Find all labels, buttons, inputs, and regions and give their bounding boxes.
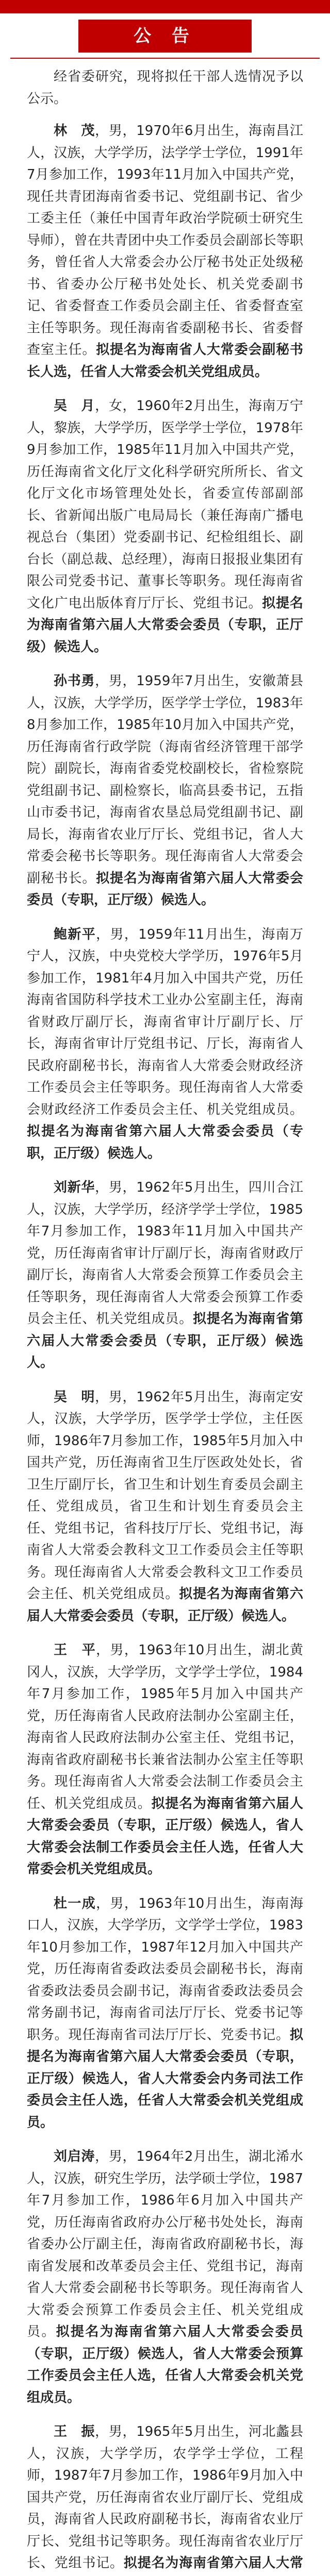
candidate-paragraph bbox=[27, 1639, 303, 1880]
candidate-name: 杜一成 bbox=[54, 1895, 96, 1911]
title-row bbox=[0, 13, 330, 61]
candidate-paragraph bbox=[27, 1386, 303, 1628]
candidate-name: 王 平 bbox=[54, 1642, 96, 1658]
candidate-name: 吴 明 bbox=[54, 1389, 95, 1405]
candidate-bio: ，男，1964年2月出生，湖北浠水人，汉族，研究生学历，法学硕士学位，1987年7月参加工作，1986年6月加入中国共产党，历任海南省政府办公厅秘书处处长，海南省委办公厅副主任，海南省政府副秘书长，海南省发展和改革委员会主任、党组书记，海南省人大常委会副秘书长等职务。现任海南省人大常委会预算工作委员会主任、机关党组成员。 bbox=[27, 2149, 303, 2340]
candidate-recommendation: 拟提名为海南省第六届人大常委会委员（专职，正厅级）候选人。 bbox=[27, 1586, 303, 1624]
candidate-bio: ，男，1963年10月出生，海南海口人，汉族，大学学历，文学学士学位，1983年10月参加工作，1987年12月加入中国共产党，历任海南省委政法委员会副秘书长，海南省委政法委员会副书记，海南省委政法委员会常务副书记，海南省司法厅厅长、党委书记等职务。现任海南省司法厅厅长、党委书记。 bbox=[27, 1895, 303, 2043]
candidate-paragraph bbox=[27, 120, 303, 383]
candidate-recommendation: 拟提名为海南省第六届人大常 bbox=[123, 2555, 303, 2571]
candidate-bio: ，男，1965年5月出生，河北蠡县人，汉族，大学学历，农学学士学位，工程师，1987年7月参加工作，1986年9月加入中国共产党，历任海南省农业厅副厅长、党组成员，海南省人民政府副秘书长，海南省农业厅厅长、党组书记等职务。现任海南省农业厅厅长、党组书记。 bbox=[27, 2424, 303, 2571]
candidate-bio: ，男，1963年10月出生，湖北黄冈人，汉族，大学学历，文学学士学位，1984年7月参加工作，1985年5月加入中国共产党，历任海南省人民政府法制办公室副主任，海南省人民政府法制办公室主任、党组书记，海南省政府副秘书长兼省法制办公室主任等职务。现任海南省人大常委会法制工作委员会主任、机关党组成员。 bbox=[27, 1642, 303, 1811]
candidate-name: 吴 月 bbox=[54, 398, 95, 414]
candidate-name: 林 茂 bbox=[54, 123, 95, 139]
candidate-recommendation: 拟提名为海南省第六届人大常委会委员（专职，正厅级）候选人。 bbox=[27, 1311, 303, 1370]
candidate-bio: ，男，1962年5月出生，海南定安人，汉族，大学学历，医学学士学位，主任医师，1986年7月参加工作，1985年5月加入中国共产党，历任海南省卫生厅医政处处长，省卫生厅副厅长，省卫生和计划生育委员会副主任、党组成员，省卫生和计划生育委员会主任、党组书记，省科技厅厅长、党组书记，海南省人大常委会教科文卫工作委员会主任等职务。现任海南省人大常委会教科文卫工作委员会主任、机关党组成员。 bbox=[27, 1389, 303, 1602]
candidate-name: 孙书勇 bbox=[54, 673, 95, 689]
candidate-paragraph bbox=[27, 1893, 303, 2134]
top-red-bar bbox=[0, 0, 330, 13]
candidate-paragraph bbox=[27, 670, 303, 911]
candidate-paragraph bbox=[27, 924, 303, 1165]
candidate-name: 鲍新平 bbox=[54, 926, 96, 942]
candidate-recommendation: 拟提名为海南省第六届人大常委会委员（专职，正厅级）候选人。 bbox=[27, 595, 303, 655]
candidate-recommendation: 拟提名为海南省第六届人大常委会委员（专职，正厅级）候选人，省人大常委会内务司法工作委员会主任人选，任省人大常委会机关党组成员。 bbox=[27, 2027, 303, 2130]
candidate-bio: ，男，1970年6月出生，海南昌江人，汉族，大学学历，法学学士学位，1991年7月参加工作，1993年11月加入中国共产党，现任共青团海南省委书记、党组副书记、省少工委主任（兼任中国青年政治学院硕士研究生导师），曾在共青团中央工作委员会副部长等职务，曾任省人大常委会办公厅秘书处正处级秘书、省委办公厅秘书处处长、机关党委副书记、省委督查工作委员会副主任、省委督查室主任等职务。现任海南省委副秘书长、省委督查室主任。 bbox=[27, 123, 303, 358]
candidate-paragraph bbox=[27, 2421, 303, 2576]
candidate-paragraph bbox=[27, 395, 303, 658]
notice-title: 公 告 bbox=[78, 20, 252, 53]
intro-paragraph: 经省委研究，现将拟任干部人选情况予以公示。 bbox=[27, 69, 303, 107]
candidate-paragraph bbox=[27, 2146, 303, 2409]
candidate-recommendation: 拟提名为海南省第六届人大常委会委员（专职，正厅级）候选人，省人大常委会法制工作委员会主任人选，任省人大常委会机关党组成员。 bbox=[27, 1795, 303, 1877]
candidate-paragraph bbox=[27, 1177, 303, 1374]
candidate-bio: ，男，1962年5月出生，四川合江人，汉族，大学学历，经济学学士学位，1985年7月参加工作，1983年11月加入中国共产党，历任海南省审计厅副厅长，海南省财政厅副厅长，海南省人大常委会预算工作委员会主任等职务，现任海南省人大常委会预算工作委员会主任、机关党组成员。 bbox=[27, 1180, 303, 1327]
candidate-recommendation: 拟提名为海南省人大常委会副秘书长人选，任省人大常委会机关党组成员。 bbox=[27, 342, 303, 380]
candidate-name: 刘新华 bbox=[54, 1180, 95, 1195]
candidate-list bbox=[27, 120, 303, 2576]
title-divider bbox=[10, 58, 320, 59]
candidate-recommendation: 拟提名为海南省第六届人大常委会委员（专职，正厅级）候选人。 bbox=[27, 1124, 303, 1161]
candidate-recommendation: 拟提名为海南省第六届人大常委会委员（专职，正厅级）候选人，省人大常委会预算工作委员会主任人选，任省人大常委会机关党组成员。 bbox=[27, 2324, 303, 2405]
candidate-recommendation: 拟提名为海南省第六届人大常委会委员（专职，正厅级）候选人。 bbox=[27, 870, 303, 908]
candidate-bio: ，男，1959年7月出生，安徽萧县人，汉族，大学学历，医学学士学位，1983年8月参加工作，1985年10月加入中国共产党，历任海南省行政学院（海南省经济管理干部学院）副院长，海南省委党校副校长，省检察院党组副书记、副检察长，临高县委书记，五指山市委书记，海南省农垦总局党组副书记、副局长，海南省农业厅厅长、党组书记，省人大常委会秘书长等职务。现任海南省人大常委会副秘书长。 bbox=[27, 673, 303, 886]
notice-body bbox=[0, 61, 330, 2576]
candidate-name: 王 振 bbox=[54, 2424, 95, 2439]
candidate-name: 刘启涛 bbox=[54, 2149, 95, 2164]
candidate-bio: ，男，1959年11月出生，海南万宁人，汉族，中央党校大学学历，1976年5月参加工作，1981年4月加入中国共产党，历任海南省国防科学技术工业办公室副主任，海南省财政厅副厅长，海南省审计厅副厅长、厅长，海南省审计厅党组书记、厅长，海南省人民政府副秘书长，海南省人大常委会财政经济工作委员会主任等职务。现任海南省人大常委会财政经济工作委员会主任、机关党组成员。 bbox=[27, 926, 303, 1117]
candidate-bio: ，女，1960年2月出生，海南万宁人，黎族，大学学历，医学学士学位，1978年9月参加工作，1985年11月加入中国共产党，历任海南省文化厅文化科学研究所所长、省文化厅文化市场管理处处长，省委宣传部副部长、省新闻出版广电局局长（兼任海南广播电视总台（集团）党委副书记、纪检组组长、副台长（副总裁、总经理），海南日报报业集团有限公司党委书记、董事长等职务。现任海南省文化广电出版体育厅厅长、党组书记。 bbox=[27, 398, 303, 611]
